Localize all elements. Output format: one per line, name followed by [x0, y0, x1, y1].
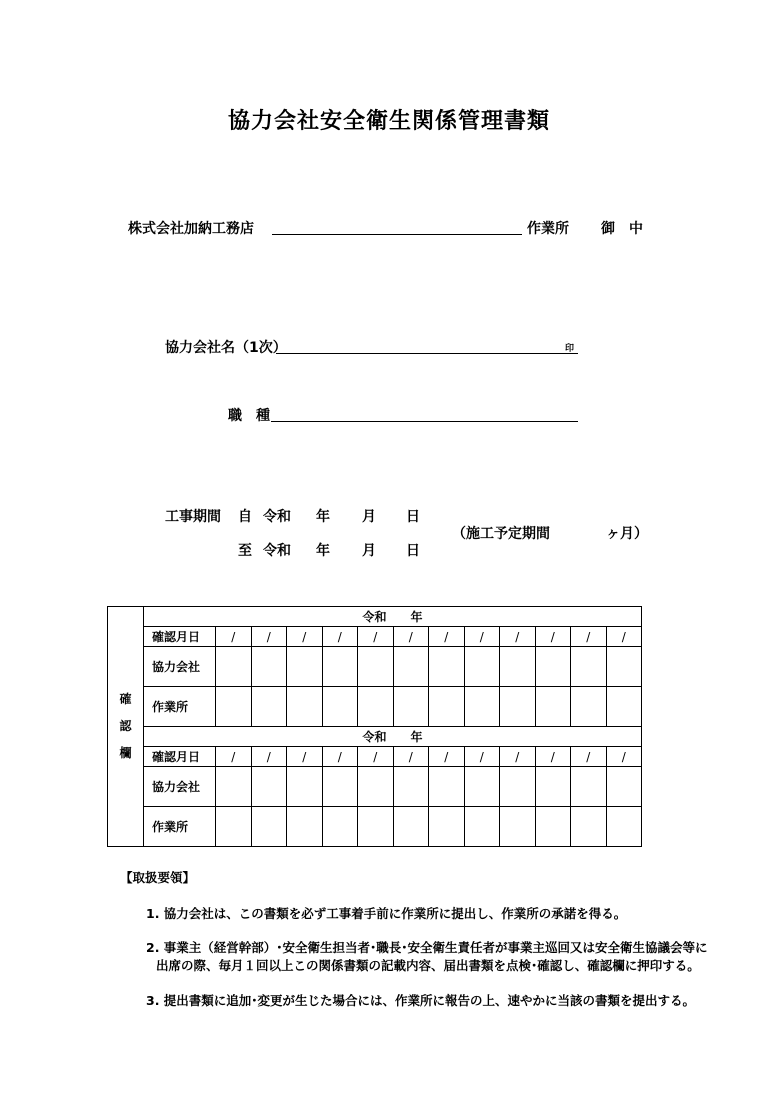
date-cell[interactable]: / — [571, 627, 607, 647]
seal-cell[interactable] — [464, 687, 500, 727]
seal-cell[interactable] — [535, 767, 571, 807]
from-era: 令和 — [263, 509, 291, 525]
subcontractor-row-label: 協力会社 — [144, 767, 216, 807]
subcontractor-name-blank[interactable] — [276, 353, 578, 354]
date-cell[interactable]: / — [535, 627, 571, 647]
date-cell[interactable]: / — [251, 747, 287, 767]
seal-cell[interactable] — [464, 647, 500, 687]
subcontractor-seal-row — [108, 647, 642, 687]
date-cell[interactable]: / — [393, 747, 429, 767]
seal-cell[interactable] — [500, 687, 536, 727]
seal-cell[interactable] — [571, 807, 607, 847]
seal-cell[interactable] — [500, 807, 536, 847]
to-era: 令和 — [263, 543, 291, 559]
side-char: 認 — [119, 719, 132, 733]
site-row-label: 作業所 — [144, 807, 216, 847]
seal-cell[interactable] — [606, 647, 642, 687]
block-year-header: 令和 年 — [144, 727, 642, 747]
date-cell[interactable]: / — [287, 627, 323, 647]
seal-cell[interactable] — [393, 647, 429, 687]
date-cell[interactable]: / — [322, 747, 358, 767]
seal-cell[interactable] — [393, 807, 429, 847]
seal-cell[interactable] — [429, 767, 465, 807]
seal-cell[interactable] — [287, 807, 323, 847]
seal-cell[interactable] — [571, 687, 607, 727]
seal-cell[interactable] — [251, 687, 287, 727]
site-row-label: 作業所 — [144, 687, 216, 727]
from-day-unit: 日 — [406, 509, 420, 525]
seal-cell[interactable] — [358, 687, 394, 727]
side-char: 確 — [119, 692, 132, 706]
to-year-unit: 年 — [316, 543, 330, 559]
seal-cell[interactable] — [535, 647, 571, 687]
instruction-item-1: 1. 協力会社は、この書類を必ず工事着手前に作業所に提出し、作業所の承諾を得る。 — [146, 906, 627, 921]
date-cell[interactable]: / — [216, 627, 252, 647]
subcontractor-seal-row — [108, 767, 642, 807]
date-cell[interactable]: / — [429, 627, 465, 647]
seal-cell[interactable] — [216, 767, 252, 807]
date-cell[interactable]: / — [464, 627, 500, 647]
seal-cell[interactable] — [606, 767, 642, 807]
period-label: 工事期間 — [165, 509, 221, 525]
date-cell[interactable]: / — [251, 627, 287, 647]
date-cell[interactable]: / — [358, 747, 394, 767]
seal-cell[interactable] — [464, 807, 500, 847]
date-cell[interactable]: / — [571, 747, 607, 767]
seal-cell[interactable] — [251, 807, 287, 847]
seal-cell[interactable] — [571, 647, 607, 687]
trade-label: 職 種 — [228, 408, 270, 424]
date-row-label: 確認月日 — [144, 627, 216, 647]
document-title: 協力会社安全衛生関係管理書類 — [227, 109, 550, 134]
company-name: 株式会社加納工務店 — [128, 221, 254, 237]
date-row — [108, 627, 642, 647]
seal-cell[interactable] — [322, 767, 358, 807]
seal-cell[interactable] — [606, 687, 642, 727]
seal-cell[interactable] — [464, 767, 500, 807]
date-cell[interactable]: / — [393, 627, 429, 647]
from-year-unit: 年 — [316, 509, 330, 525]
from-month-unit: 月 — [362, 509, 376, 525]
date-row — [108, 747, 642, 767]
subcontractor-name-label: 協力会社名（1次） — [165, 340, 287, 356]
date-cell[interactable]: / — [606, 747, 642, 767]
period-to-mark: 至 — [238, 543, 252, 559]
seal-cell[interactable] — [216, 647, 252, 687]
seal-cell[interactable] — [216, 687, 252, 727]
date-cell[interactable]: / — [287, 747, 323, 767]
date-cell[interactable]: / — [322, 627, 358, 647]
seal-cell[interactable] — [322, 687, 358, 727]
date-cell[interactable]: / — [464, 747, 500, 767]
site-seal-row — [108, 807, 642, 847]
site-seal-row — [108, 687, 642, 727]
seal-cell[interactable] — [322, 647, 358, 687]
side-char: 欄 — [119, 746, 132, 760]
seal-cell[interactable] — [606, 807, 642, 847]
to-day-unit: 日 — [406, 543, 420, 559]
instructions-heading: 【取扱要領】 — [120, 870, 196, 885]
seal-cell[interactable] — [500, 767, 536, 807]
seal-cell[interactable] — [358, 807, 394, 847]
seal-cell[interactable] — [358, 647, 394, 687]
confirmation-side-label — [108, 607, 144, 847]
trade-blank[interactable] — [271, 421, 578, 422]
date-cell[interactable]: / — [216, 747, 252, 767]
honorific: 御 中 — [601, 221, 643, 237]
date-cell[interactable]: / — [429, 747, 465, 767]
seal-cell[interactable] — [429, 807, 465, 847]
period-from-mark: 自 — [238, 509, 252, 525]
seal-cell[interactable] — [287, 647, 323, 687]
date-cell[interactable]: / — [535, 747, 571, 767]
seal-cell[interactable] — [535, 807, 571, 847]
seal-cell[interactable] — [571, 767, 607, 807]
seal-cell[interactable] — [535, 687, 571, 727]
confirmation-table — [107, 606, 642, 847]
seal-cell[interactable] — [429, 647, 465, 687]
seal-cell[interactable] — [393, 767, 429, 807]
date-cell[interactable]: / — [500, 627, 536, 647]
seal-cell[interactable] — [429, 687, 465, 727]
date-cell[interactable]: / — [606, 627, 642, 647]
seal-mark: 印 — [565, 344, 575, 354]
seal-cell[interactable] — [500, 647, 536, 687]
seal-cell[interactable] — [251, 647, 287, 687]
instruction-item-2-line-1: 2. 事業主（経営幹部）･安全衛生担当者･職長･安全衛生責任者が事業主巡回又は安全衛生協議会等に — [146, 940, 708, 955]
instruction-item-2-line-2: 出席の際、毎月１回以上この関係書類の記載内容、届出書類を点検･確認し、確認欄に押印する。 — [156, 958, 700, 973]
seal-cell[interactable] — [393, 687, 429, 727]
seal-cell[interactable] — [287, 767, 323, 807]
seal-cell[interactable] — [251, 767, 287, 807]
date-row-label: 確認月日 — [144, 747, 216, 767]
seal-cell[interactable] — [322, 807, 358, 847]
date-cell[interactable]: / — [500, 747, 536, 767]
date-cell[interactable]: / — [358, 627, 394, 647]
site-label: 作業所 — [527, 221, 569, 237]
subcontractor-row-label: 協力会社 — [144, 647, 216, 687]
to-month-unit: 月 — [362, 543, 376, 559]
seal-cell[interactable] — [358, 767, 394, 807]
site-name-blank[interactable] — [272, 234, 522, 235]
seal-cell[interactable] — [287, 687, 323, 727]
seal-cell[interactable] — [216, 807, 252, 847]
block-year-header: 令和 年 — [144, 607, 642, 627]
planned-period: （施工予定期間 ヶ月） — [452, 526, 648, 542]
instruction-item-3: 3. 提出書類に追加･変更が生じた場合には、作業所に報告の上、速やかに当該の書類を提出する。 — [146, 993, 696, 1008]
